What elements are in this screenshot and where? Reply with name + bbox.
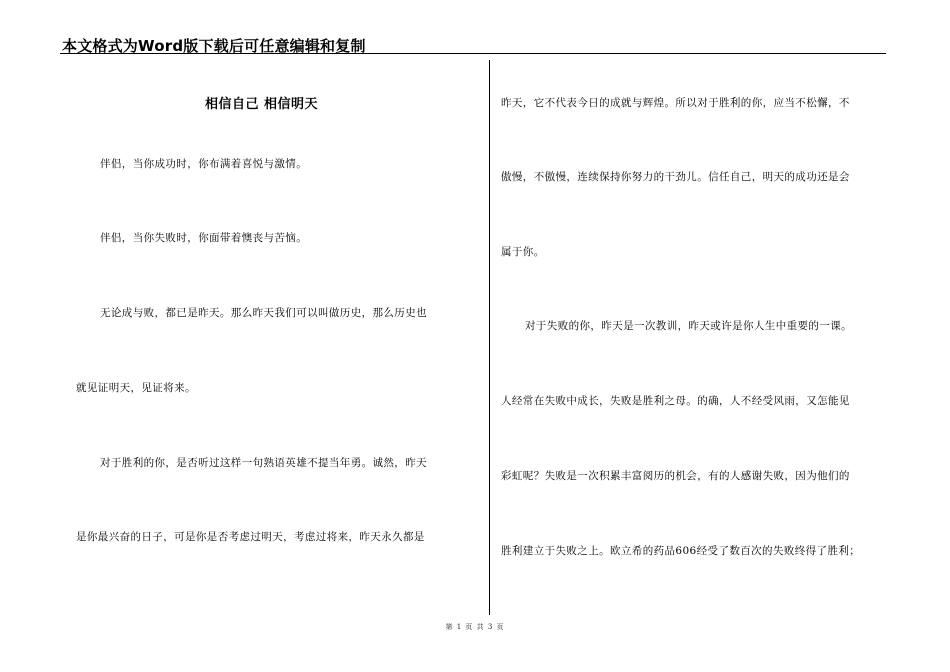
paragraph-line: 昨天，它不代表今日的成就与辉煌。所以对于胜利的你，应当不松懈，不 bbox=[501, 97, 850, 109]
paragraph-line: 属于你。 bbox=[501, 246, 545, 258]
paragraph-line: 无论成与败，都已是昨天。那么昨天我们可以叫做历史，那么历史也 bbox=[100, 307, 427, 319]
paragraph-line: 对于失败的你，昨天是一次教训，昨天或许是你人生中重要的一课。 bbox=[525, 320, 852, 332]
paragraph-line: 傲慢，不傲慢，连续保持你努力的干劲儿。信任自己，明天的成功还是会 bbox=[501, 171, 850, 183]
paragraph-line: 彩虹呢？失败是一次积累丰富阅历的机会，有的人感谢失败，因为他们的 bbox=[501, 470, 850, 482]
header-divider bbox=[60, 53, 886, 54]
paragraph-line: 对于胜利的你，是否听过这样一句熟语英雄不提当年勇。诚然，昨天 bbox=[100, 457, 427, 469]
column-divider bbox=[489, 60, 490, 615]
paragraph-line: 伴侣，当你失败时，你面带着懊丧与苦恼。 bbox=[100, 232, 308, 244]
paragraph-line: 是你最兴奋的日子，可是你是否考虑过明天，考虑过将来，昨天永久都是 bbox=[76, 531, 425, 543]
document-title: 相信自己 相信明天 bbox=[205, 97, 319, 112]
paragraph-line: 胜利建立于失败之上。欧立希的药品606经受了数百次的失败终得了胜利； bbox=[501, 545, 861, 557]
paragraph-line: 人经常在失败中成长，失败是胜利之母。的确，人不经受风雨，又怎能见 bbox=[501, 395, 850, 407]
paragraph-line: 伴侣，当你成功时，你布满着喜悦与激情。 bbox=[100, 158, 308, 170]
paragraph-line: 就见证明天，见证将来。 bbox=[76, 382, 196, 394]
header-title: 本文格式为Word版下载后可任意编辑和复制 bbox=[62, 37, 366, 55]
page-footer: 第 1 页 共 3 页 bbox=[445, 623, 505, 631]
